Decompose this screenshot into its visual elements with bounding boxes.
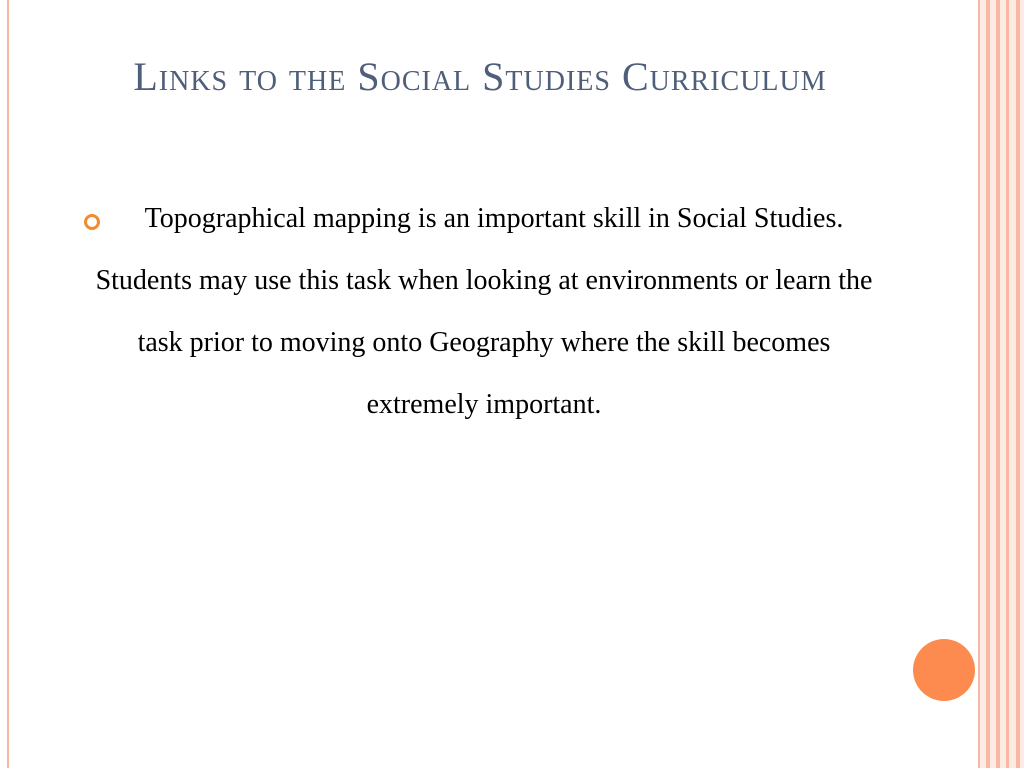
bullet-text: Topographical mapping is an important skill in Social Studies. Students may use this task when looking at environments or learn the task prior to moving onto Geography where the skill becomes extremely important. — [95, 203, 873, 420]
decorative-stripe — [996, 0, 1000, 768]
left-border — [7, 0, 9, 768]
bullet-list — [84, 188, 884, 436]
decorative-stripe — [986, 0, 990, 768]
orange-circle-decoration — [913, 639, 975, 701]
decorative-stripe — [1016, 0, 1020, 768]
slide-title: Links to the Social Studies Curriculum — [133, 54, 827, 99]
decorative-stripe — [1006, 0, 1009, 768]
hollow-circle-bullet-icon — [84, 214, 100, 230]
decorative-stripe — [978, 0, 980, 768]
